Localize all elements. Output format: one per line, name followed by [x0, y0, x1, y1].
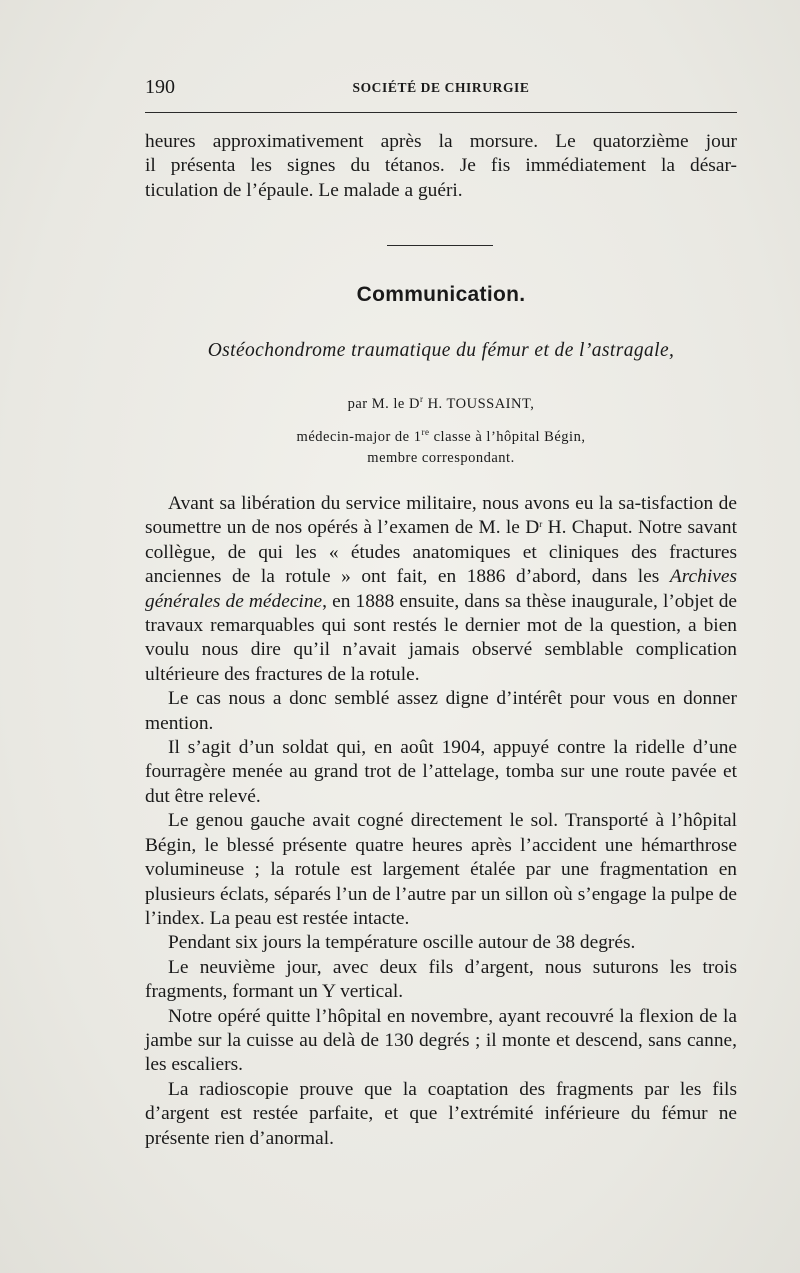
paragraph-3: Il s’agit d’un soldat qui, en août 1904, appuyé contre la ridelle d’une fourragère menée au grand trot de l’attelage, tomba sur une route pavée et dut être relevé. — [145, 737, 737, 807]
journal-title: Archives générales de médecine — [145, 566, 737, 612]
intro-line-3: ticulation de l’épaule. Le malade a guéri. — [145, 179, 463, 201]
paragraph-5: Pendant six jours la température oscille autour de 38 degrés. — [168, 932, 636, 954]
paper-title: Ostéochondrome traumatique du fémur et de l’astragale, — [207, 340, 675, 361]
paragraph-8: La radioscopie prouve que la coaptation des fragments par les fils d’argent est restée parfaite, et que l’extrémité inférieure du fémur ne présente rien d’anormal. — [145, 1078, 737, 1149]
paragraph-1-part-a: Avant sa libération du service militaire, nous avons eu la sa-tisfaction de soumettre un de nos opérés à l’examen de M. le D — [145, 493, 737, 539]
article-body — [145, 492, 737, 1151]
paragraph-1-part-b: H. Chaput. Notre savant collègue, de qui les « études anatomiques et cliniques des fractures anciennes de la rotule » ont fait, en 1886 d’abord, dans les — [145, 517, 737, 588]
section-heading: Communication. — [356, 283, 526, 306]
author-byline — [145, 396, 737, 413]
paragraph-1-part-c: , en 1888 ensuite, dans sa thèse inaugurale, l’objet de travaux remarquables qui sont restés le dernier mot de la question, a bien voulu nous dire qu’il n’avait jamais observé semblable complication ultérieure des fractures de la rotule. — [145, 590, 737, 685]
paragraph-1 — [145, 492, 737, 687]
paragraph-2: Le cas nous a donc semblé assez digne d’intérêt pour vous en donner mention. — [145, 688, 737, 734]
paragraph-6: Le neuvième jour, avec deux fils d’argent, nous suturons les trois fragments, formant un Y vertical. — [145, 956, 737, 1003]
affiliation-line-1 — [145, 427, 737, 448]
author-affiliation — [145, 427, 737, 469]
paragraph-7: Notre opéré quitte l’hôpital en novembre, ayant recouvré la flexion de la jambe sur la cuisse au delà de 130 degrés ; il monte et descend, sans canne, les escaliers. — [145, 1005, 737, 1076]
affiliation-text: médecin-major de 1 — [296, 429, 422, 445]
affiliation-line-2: membre correspondant. — [367, 450, 515, 466]
page-header — [145, 72, 737, 104]
page-number: 190 — [145, 76, 175, 98]
section-divider — [387, 245, 493, 246]
intro-line-1: heures approximativement après la morsure. Le quatorzième jour — [145, 131, 737, 152]
paragraph-1-sup: r — [539, 519, 543, 530]
affiliation-text-end: classe à l’hôpital Bégin, — [429, 429, 586, 445]
byline-prefix: par M. le D — [347, 396, 420, 412]
byline-sup: r — [419, 394, 424, 404]
header-rule — [145, 112, 737, 113]
running-title: SOCIÉTÉ DE CHIRURGIE — [352, 80, 530, 95]
paragraph-4: Le genou gauche avait cogné directement le sol. Transporté à l’hôpital Bégin, le blessé présente quatre heures après l’accident une hémarthrose volumineuse ; la rotule est largement étalée par une fragmentation en plusieurs éclats, séparés l’un de l’autre par un sillon où s’engage la pulpe de l’index. La peau est restée intacte. — [145, 810, 737, 929]
byline-author: H. TOUSSAINT, — [423, 396, 535, 412]
intro-line-2: il présenta les signes du tétanos. Je fis immédiatement la désar- — [145, 155, 737, 177]
affiliation-sup: re — [421, 427, 430, 437]
intro-paragraph — [145, 130, 737, 203]
